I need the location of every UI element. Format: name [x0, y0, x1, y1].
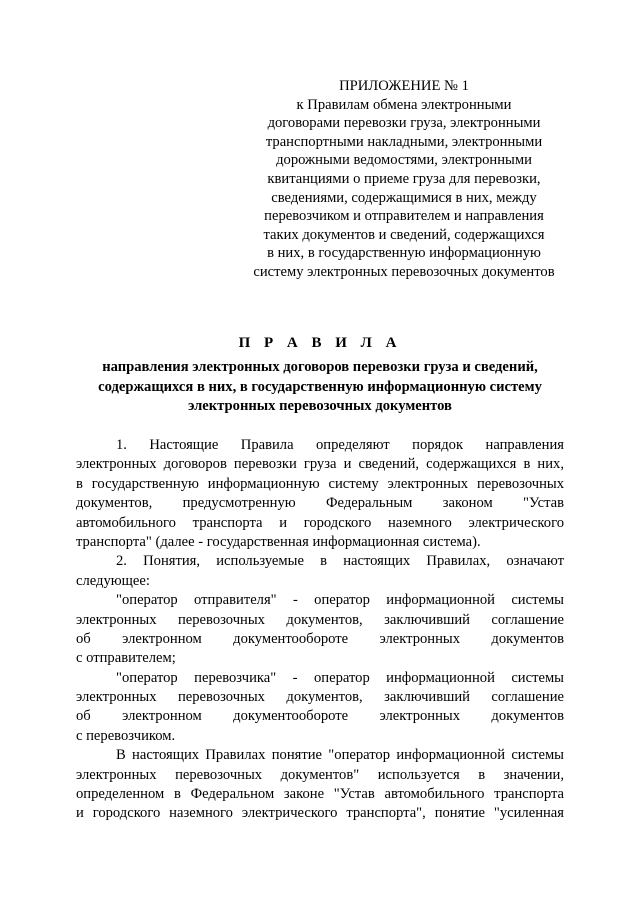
definition-1-line: с отправителем; [76, 650, 176, 667]
paragraph-3-line: и городского наземного электрического транспорта", понятие "усиленная [76, 805, 564, 822]
subtitle-line: содержащихся в них, в государственную информационную систему [98, 378, 542, 395]
definition-1-line: электронных перевозочных документов, заключивший соглашение [76, 611, 564, 628]
appendix-header [246, 77, 562, 282]
subtitle-line: электронных перевозочных документов [188, 398, 452, 414]
appendix-line: перевозчиком и отправителем и направления [264, 208, 544, 225]
paragraph-2-line: следующее: [76, 572, 150, 589]
paragraph-1-line: в государственную информационную систему электронных перевозочных [76, 475, 564, 492]
paragraph-1-line: электронных договоров перевозки груза и сведений, содержащихся в них, [76, 456, 564, 473]
document-title: П Р А В И Л А [238, 335, 402, 351]
paragraph-1-line: документов, предусмотренную Федеральным законом "Устав [76, 495, 564, 512]
definition-2-line: с перевозчиком. [76, 727, 176, 744]
appendix-line: дорожными ведомостями, электронными [276, 152, 532, 169]
definition-2-line: "оператор перевозчика" - оператор информационной системы [116, 669, 564, 686]
document-body [76, 436, 564, 824]
appendix-line: к Правилам обмена электронными [296, 96, 512, 113]
subtitle-line: направления электронных договоров перевозки груза и сведений, [102, 359, 538, 375]
appendix-line: в них, в государственную информационную [267, 245, 541, 262]
definition-2-line: электронных перевозочных документов, заключивший соглашение [76, 689, 564, 706]
definition-1-line: об электронном документообороте электронных документов [76, 630, 564, 647]
appendix-line: таких документов и сведений, содержащихся [263, 226, 545, 243]
paragraph-3-line: В настоящих Правилах понятие "оператор информационной системы [116, 747, 564, 764]
paragraph-2-line: 2. Понятия, используемые в настоящих Правилах, означают [116, 553, 564, 570]
document-subtitle [70, 358, 570, 417]
appendix-line: систему электронных перевозочных документов [253, 263, 555, 280]
paragraph-1-line: транспорта" (далее - государственная информационная система). [76, 533, 481, 550]
paragraph-1-line: автомобильного транспорта и городского наземного электрического [76, 514, 564, 531]
definition-2-line: об электронном документообороте электронных документов [76, 708, 564, 725]
appendix-line: сведениями, содержащимися в них, между [271, 189, 537, 206]
appendix-line: транспортными накладными, электронными [265, 133, 543, 150]
appendix-number: ПРИЛОЖЕНИЕ № 1 [339, 78, 469, 94]
paragraph-3-line: электронных перевозочных документов" используется в значении, [76, 766, 564, 783]
definition-1-line: "оператор отправителя" - оператор информационной системы [116, 592, 564, 609]
appendix-line: квитанциями о приеме груза для перевозки, [267, 170, 541, 187]
paragraph-1-line: 1. Настоящие Правила определяют порядок направления [116, 437, 564, 453]
appendix-line: договорами перевозки груза, электронными [267, 115, 541, 132]
paragraph-3-line: определенном в Федеральном законе "Устав автомобильного транспорта [76, 786, 564, 803]
